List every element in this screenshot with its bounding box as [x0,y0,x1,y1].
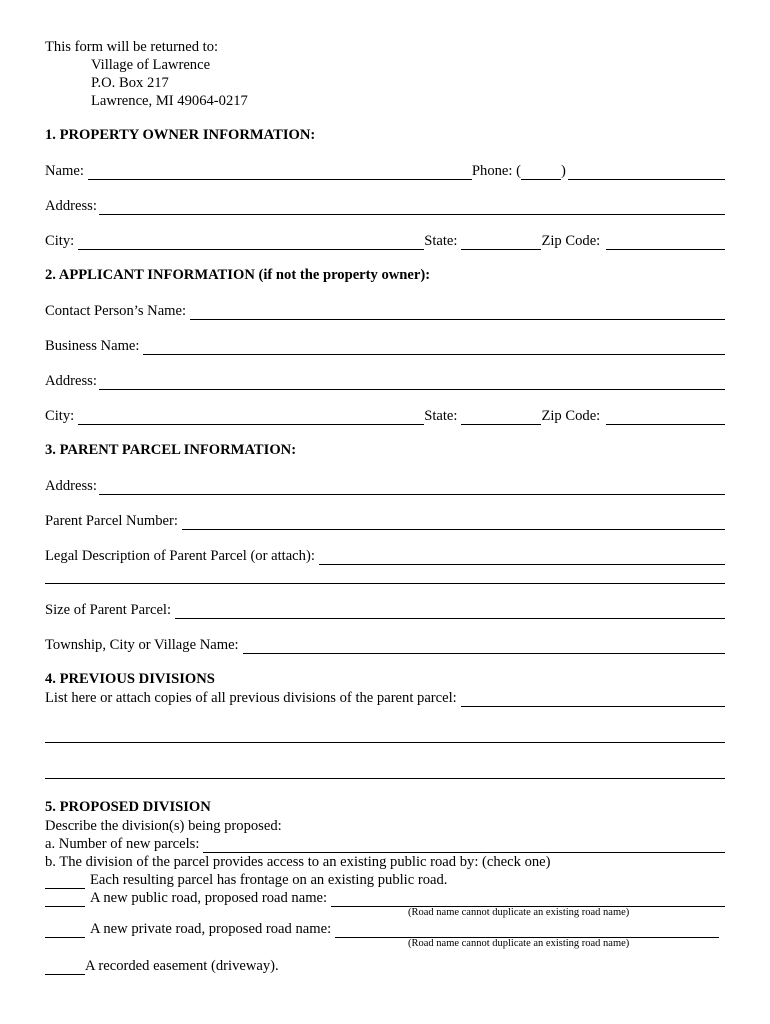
legal-label: Legal Description of Parent Parcel (or attach): [45,548,315,564]
applicant-city-field[interactable] [78,411,424,425]
owner-zip-label: Zip Code: [541,233,601,249]
previous-divisions-label: List here or attach copies of all previous divisions of the parent parcel: [45,690,457,706]
parcel-size-row [45,601,725,619]
owner-address-row [45,197,725,215]
contact-field[interactable] [190,306,725,320]
owner-state-label: State: [424,233,458,249]
private-road-name-field[interactable] [335,924,719,938]
new-parcels-row [45,835,725,853]
legal-row [45,547,725,565]
return-box: P.O. Box 217 [91,75,169,91]
applicant-zip-label: Zip Code: [541,408,601,424]
contact-row [45,302,725,320]
township-row [45,636,725,654]
option-frontage-label: Each resulting parcel has frontage on an existing public road. [90,872,448,888]
section2-heading: 2. APPLICANT INFORMATION (if not the property owner): [45,267,431,283]
owner-city-row [45,232,725,250]
new-parcels-label: a. Number of new parcels: [45,836,200,852]
applicant-city-label: City: [45,408,75,424]
owner-name-label: Name: [45,163,84,179]
return-city: Lawrence, MI 49064-0217 [91,93,248,109]
option-private-road-label: A new private road, proposed road name: [90,921,332,937]
owner-city-field[interactable] [78,236,424,250]
previous-divisions-row [45,689,725,707]
public-road-name-field[interactable] [331,893,725,907]
option-public-road-check[interactable] [45,893,85,907]
owner-phone-area-field[interactable] [521,166,561,180]
parcel-address-row [45,477,725,495]
private-road-note [45,938,725,951]
section4-heading: 4. PREVIOUS DIVISIONS [45,671,215,687]
applicant-address-label: Address: [45,373,97,389]
parcel-number-label: Parent Parcel Number: [45,513,178,529]
option-easement-label: A recorded easement (driveway). [85,958,279,974]
return-intro: This form will be returned to: [45,39,219,55]
option-frontage-row [45,871,725,889]
applicant-state-field[interactable] [461,411,541,425]
owner-state-field[interactable] [461,236,541,250]
option-easement-row [45,957,725,975]
owner-city-label: City: [45,233,75,249]
section3-heading: 3. PARENT PARCEL INFORMATION: [45,442,297,458]
option-easement-check[interactable] [45,961,85,975]
public-road-note [45,907,725,920]
section5-heading: 5. PROPOSED DIVISION [45,799,211,815]
option-public-road-row [45,889,725,907]
option-frontage-check[interactable] [45,875,85,889]
applicant-address-row [45,372,725,390]
previous-divisions-line-2[interactable] [45,724,725,743]
owner-phone-close: ) [560,163,566,179]
township-label: Township, City or Village Name: [45,637,239,653]
parcel-address-field[interactable] [99,481,725,495]
applicant-zip-field[interactable] [606,411,725,425]
parcel-number-row [45,512,725,530]
option-private-road-row [45,920,725,938]
business-row [45,337,725,355]
owner-address-field[interactable] [99,201,725,215]
business-field[interactable] [143,341,725,355]
applicant-state-label: State: [424,408,458,424]
parcel-size-label: Size of Parent Parcel: [45,602,172,618]
section1-heading: 1. PROPERTY OWNER INFORMATION: [45,127,316,143]
business-label: Business Name: [45,338,140,354]
owner-address-label: Address: [45,198,97,214]
option-public-road-label: A new public road, proposed road name: [90,890,328,906]
owner-phone-label: Phone: ( [471,163,521,179]
owner-phone-field[interactable] [568,166,725,180]
applicant-city-row [45,407,725,425]
public-road-note-text: (Road name cannot duplicate an existing road name) [408,907,630,918]
access-text: b. The division of the parcel provides access to an existing public road by: (check one) [45,854,551,870]
parcel-address-label: Address: [45,478,97,494]
owner-name-row [45,162,725,180]
applicant-address-field[interactable] [99,376,725,390]
return-name: Village of Lawrence [91,57,211,73]
form-page [45,38,725,975]
option-private-road-check[interactable] [45,924,85,938]
previous-divisions-field[interactable] [461,693,725,707]
private-road-note-text: (Road name cannot duplicate an existing road name) [408,938,630,949]
parcel-number-field[interactable] [182,516,725,530]
owner-name-field[interactable] [88,166,472,180]
previous-divisions-line-3[interactable] [45,760,725,779]
legal-field-extra[interactable] [45,565,725,584]
legal-field[interactable] [319,551,725,565]
contact-label: Contact Person’s Name: [45,303,187,319]
owner-zip-field[interactable] [606,236,725,250]
township-field[interactable] [243,640,725,654]
describe-text: Describe the division(s) being proposed: [45,818,282,834]
parcel-size-field[interactable] [175,605,725,619]
new-parcels-field[interactable] [203,839,725,853]
